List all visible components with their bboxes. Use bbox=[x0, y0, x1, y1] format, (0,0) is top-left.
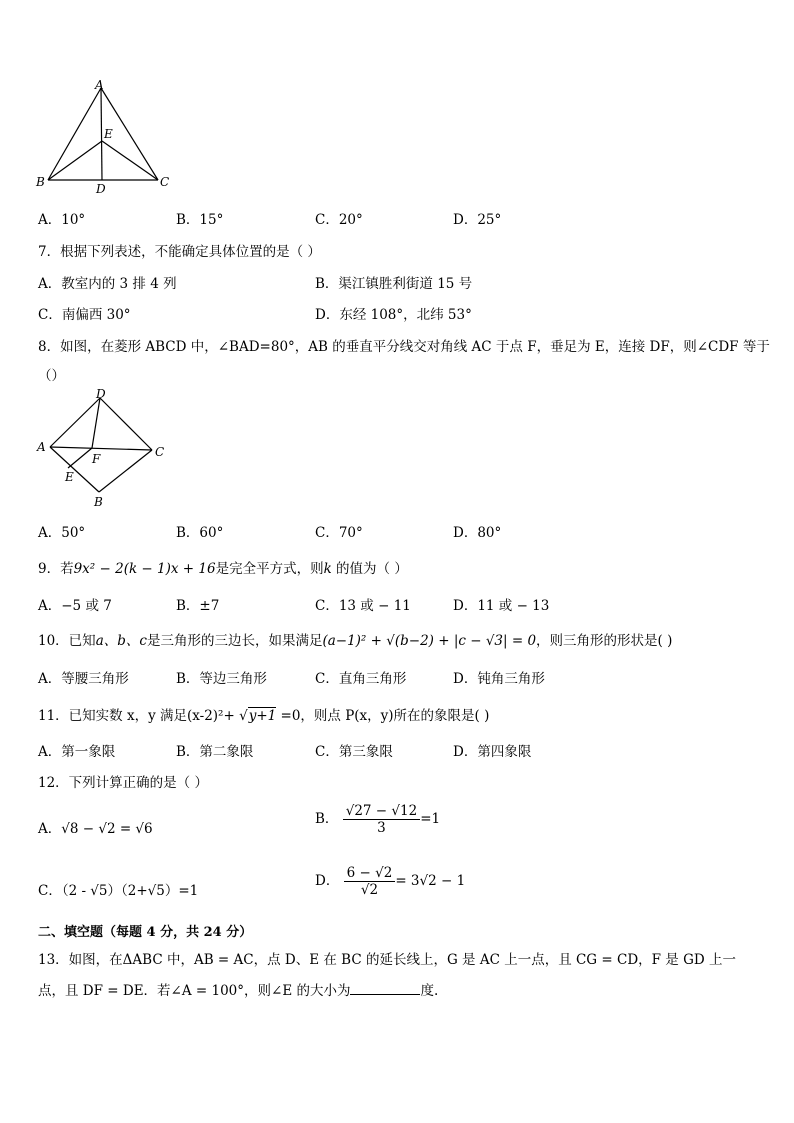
q6-option-b[interactable]: B．15° bbox=[176, 212, 224, 228]
q10-expression: (a−1)² + √(b−2) + |c − √3| = 0 bbox=[322, 633, 537, 649]
q10-suffix: ，则三角形的形状是( ) bbox=[536, 633, 673, 649]
q11-prefix: 11．已知实数 x，y 满足(x-2)²+ bbox=[38, 708, 240, 724]
q13-line2-suffix: 度. bbox=[420, 983, 439, 999]
q11-radicand: y+1 bbox=[248, 708, 277, 724]
q12-option-a[interactable] bbox=[38, 817, 153, 837]
q11-option-a[interactable]: A．第一象限 bbox=[38, 744, 116, 760]
q8-option-d[interactable]: D．80° bbox=[453, 525, 502, 541]
triangle-figure bbox=[34, 78, 179, 198]
q12-option-b-result: =1 bbox=[420, 811, 441, 827]
q9-variable: k bbox=[323, 561, 332, 577]
q12-option-a-expression: √8 − √2 = √6 bbox=[61, 821, 153, 837]
q11-option-c[interactable]: C．第三象限 bbox=[315, 744, 393, 760]
q12-option-d-label: D． bbox=[315, 873, 340, 889]
q10-option-d[interactable]: D．钝角三角形 bbox=[453, 671, 545, 687]
q7-stem: 7．根据下列表述，不能确定具体位置的是（ ） bbox=[38, 244, 321, 260]
q10-variables: a、b、c bbox=[95, 633, 147, 649]
q9-stem bbox=[38, 557, 408, 577]
q8-stem-line1: 8．如图，在菱形 ABCD 中，∠BAD=80°，AB 的垂直平分线交对角线 AC 于点 F，垂足为 E，连接 DF，则∠CDF 等于 bbox=[38, 339, 770, 355]
rhombus-figure bbox=[34, 388, 174, 508]
q10-middle: 是三角形的三边长，如果满足 bbox=[146, 633, 323, 649]
q12-option-b-numerator: √27 − √12 bbox=[343, 803, 420, 820]
q13-answer-blank[interactable] bbox=[350, 982, 420, 995]
q9-prefix: 9．若 bbox=[38, 561, 74, 577]
vertex-label-e: E bbox=[65, 470, 74, 484]
q12-option-b-fraction bbox=[343, 803, 420, 836]
q12-stem: 12．下列计算正确的是（ ） bbox=[38, 775, 208, 791]
q11-stem bbox=[38, 704, 489, 724]
vertex-label-a: A bbox=[95, 78, 104, 92]
q13-stem-line1: 13．如图，在ΔABC 中，AB = AC，点 D、E 在 BC 的延长线上，G 是 AC 上一点，且 CG = CD，F 是 GD 上一 bbox=[38, 952, 736, 968]
q12-option-b-denominator: 3 bbox=[377, 820, 386, 836]
q10-option-a[interactable]: A．等腰三角形 bbox=[38, 671, 129, 687]
q9-middle: 是完全平方式，则 bbox=[215, 561, 324, 577]
q8-option-c[interactable]: C．70° bbox=[315, 525, 363, 541]
q9-option-d[interactable]: D．11 或 − 13 bbox=[453, 598, 550, 614]
q11-sqrt-sign: √ bbox=[239, 708, 248, 724]
q9-option-b[interactable]: B．±7 bbox=[176, 598, 220, 614]
section-heading: 二、填空题（每题 4 分，共 24 分） bbox=[38, 925, 253, 940]
vertex-label-d: D bbox=[96, 388, 106, 401]
q10-prefix: 10．已知 bbox=[38, 633, 96, 649]
q12-option-d-numerator: 6 − √2 bbox=[344, 865, 396, 882]
q8-stem-line2: （） bbox=[38, 368, 65, 384]
q11-option-b[interactable]: B．第二象限 bbox=[176, 744, 254, 760]
q9-option-c[interactable]: C．13 或 − 11 bbox=[315, 598, 411, 614]
vertex-label-c: C bbox=[155, 445, 165, 459]
q11-option-d[interactable]: D．第四象限 bbox=[453, 744, 532, 760]
q12-option-d-fraction bbox=[344, 865, 396, 898]
vertex-label-d: D bbox=[96, 182, 106, 196]
q6-option-d[interactable]: D．25° bbox=[453, 212, 502, 228]
q13-stem-line2 bbox=[38, 979, 438, 999]
q12-option-b[interactable] bbox=[315, 803, 440, 836]
q12-option-c[interactable]: C．（2 - √5）（2+√5）=1 bbox=[38, 883, 199, 899]
q8-option-b[interactable]: B．60° bbox=[176, 525, 224, 541]
q12-option-d-result: = 3√2 − 1 bbox=[395, 873, 466, 889]
q12-option-b-label: B． bbox=[315, 811, 339, 827]
vertex-label-f: F bbox=[92, 452, 101, 466]
vertex-label-c: C bbox=[160, 175, 170, 189]
q7-option-a[interactable]: A．教室内的 3 排 4 列 bbox=[38, 276, 177, 292]
q6-option-c[interactable]: C．20° bbox=[315, 212, 363, 228]
q11-suffix: =0，则点 P(x，y)所在的象限是( ) bbox=[276, 708, 490, 724]
q12-option-d[interactable] bbox=[315, 865, 465, 898]
q13-line2-prefix: 点，且 DF = DE．若∠A = 100°，则∠E 的大小为 bbox=[38, 983, 351, 999]
vertex-label-a: A bbox=[37, 440, 46, 454]
q7-option-d[interactable]: D．东经 108°，北纬 53° bbox=[315, 307, 472, 323]
q8-option-a[interactable]: A．50° bbox=[38, 525, 86, 541]
q10-stem bbox=[38, 629, 672, 649]
q9-option-a[interactable]: A．−5 或 7 bbox=[38, 598, 112, 614]
vertex-label-b: B bbox=[94, 495, 103, 508]
q7-option-c[interactable]: C．南偏西 30° bbox=[38, 307, 131, 323]
q6-option-a[interactable]: A．10° bbox=[38, 212, 86, 228]
vertex-label-b: B bbox=[36, 175, 45, 189]
q9-suffix: 的值为（ ） bbox=[331, 561, 408, 577]
q10-option-c[interactable]: C．直角三角形 bbox=[315, 671, 407, 687]
q12-option-a-label: A． bbox=[38, 821, 62, 837]
q9-expression: 9x² − 2(k − 1)x + 16 bbox=[73, 561, 216, 577]
q10-option-b[interactable]: B．等边三角形 bbox=[176, 671, 267, 687]
vertex-label-e: E bbox=[104, 127, 113, 141]
q7-option-b[interactable]: B．渠江镇胜利街道 15 号 bbox=[315, 276, 473, 292]
q12-option-d-denominator: √2 bbox=[360, 882, 379, 898]
